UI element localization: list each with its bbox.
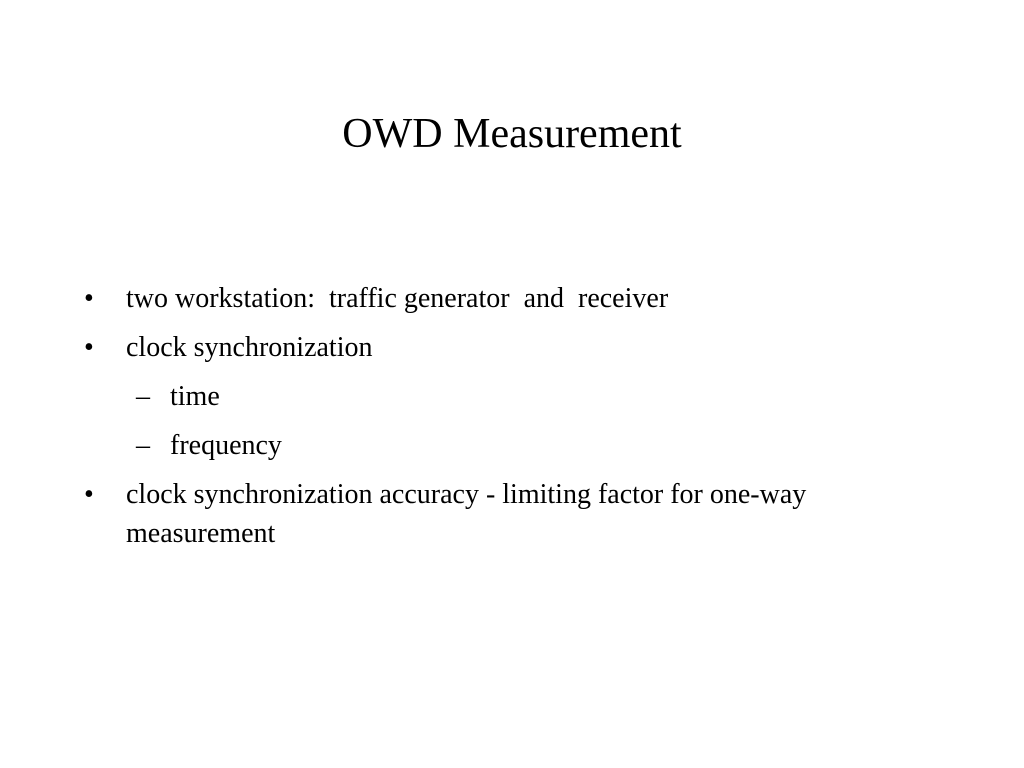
sub-bullet-text: time <box>170 381 220 412</box>
bullet-text: clock synchronization <box>126 332 373 363</box>
bullet-item <box>84 328 944 367</box>
bullet-item <box>84 279 944 318</box>
sub-bullet-item <box>84 377 944 416</box>
sub-bullet-text: frequency <box>170 430 282 461</box>
bullet-text: clock synchronization accuracy - limiting factor for one-way measurement <box>126 479 814 549</box>
bullet-marker: • <box>84 283 94 314</box>
bullet-list <box>84 279 944 563</box>
bullet-text: two workstation: traffic generator and receiver <box>126 283 669 314</box>
sub-bullet-marker: – <box>136 430 150 461</box>
bullet-marker: • <box>84 332 94 363</box>
bullet-item <box>84 475 906 553</box>
sub-bullet-marker: – <box>136 381 150 412</box>
slide-title: OWD Measurement <box>342 111 682 157</box>
bullet-marker: • <box>84 479 94 510</box>
sub-bullet-item <box>84 426 944 465</box>
